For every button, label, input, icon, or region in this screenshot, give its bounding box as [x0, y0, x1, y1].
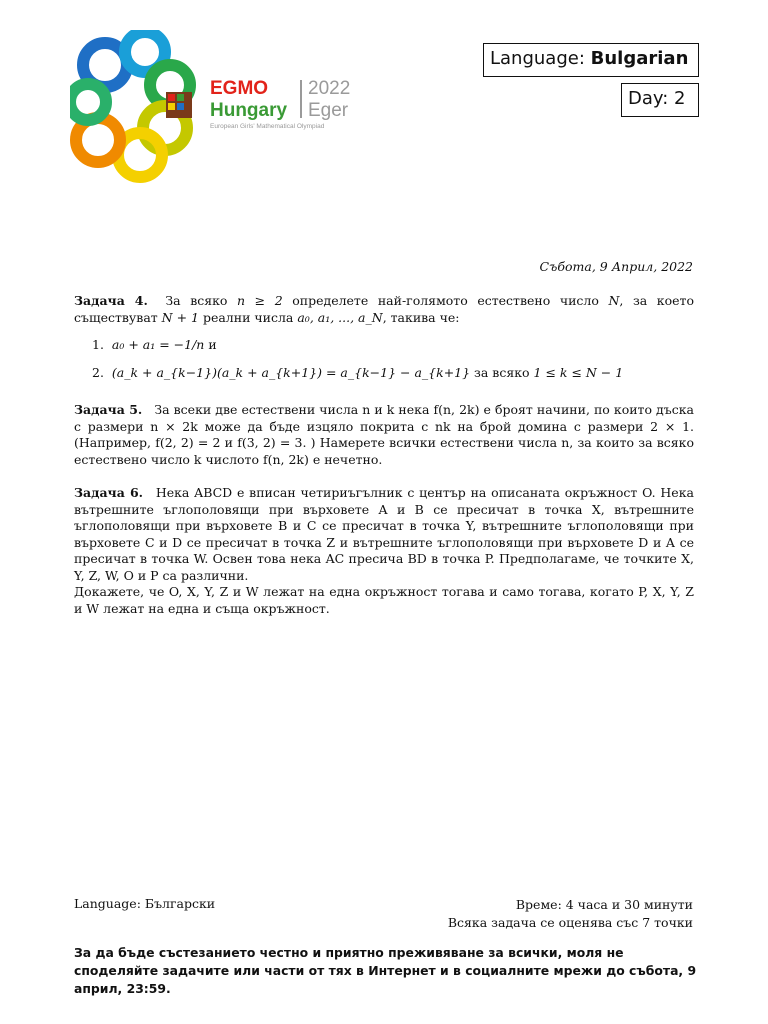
- item-math: a₀ + a₁ = −1/n: [111, 337, 205, 352]
- egmo-logo: [70, 30, 370, 190]
- item-math: (a_k + a_{k−1})(a_k + a_{k+1}) = a_{k−1} − a_{k+1}: [111, 364, 471, 380]
- problem-4-math: N + 1: [161, 309, 199, 325]
- problem-6: [74, 485, 694, 617]
- problem-4-text: , такива че:: [382, 309, 460, 325]
- item-text: за всяко: [470, 364, 534, 380]
- footer-time-info: [448, 896, 693, 932]
- language-value: Bulgarian: [590, 48, 689, 69]
- problem-6-question: Докажете, че O, X, Y, Z и W лежат на една окръжност тогава и само тогава, когато P, X, Y, Z и W лежат на една и съща окръжност.: [74, 584, 694, 616]
- item-text: и: [204, 337, 217, 352]
- footer-language: Language: Български: [74, 896, 216, 911]
- day-label: Day:: [628, 88, 669, 109]
- problem-4-text: , за което съществуват: [74, 293, 694, 325]
- logo-city-text: Eger: [308, 100, 349, 121]
- logo-divider: [300, 80, 302, 118]
- item-math: 1 ≤ k ≤ N − 1: [533, 364, 624, 380]
- problem-4-text: реални числа: [198, 309, 298, 325]
- day-value: 2: [674, 88, 686, 109]
- footer-time: Време: 4 часа и 30 минути: [515, 897, 693, 912]
- problem-5-title: Задача 5.: [74, 402, 143, 417]
- problem-4-math: a₀, a₁, ..., a_N: [297, 309, 383, 325]
- logo-subtitle: European Girls' Mathematical Olympiad: [210, 123, 325, 130]
- logo-hungary-text: Hungary: [210, 100, 288, 121]
- language-label: Language:: [490, 48, 585, 69]
- problem-4-math: N: [608, 293, 620, 308]
- problem-6-text: Нека ABCD е вписан четириъгълник с център на описаната окръжност O. Нека вътрешните ъглополовящи при върховете A и B се пресичат в точка X, вътрешните ъглополовящи при върховете B и C се пресичат в точка Y, вътрешните ъглополовящи при върховете C и D се пресичат в точка Z и вътрешните ъглополовящи при върховете D и A се пресичат в точка W. Освен това нека AC пресича BD в точка P. Предполагаме, че точките X, Y, Z, W, O и P са различни.: [74, 485, 694, 583]
- problem-4-text: определете най-голямото естествено число: [282, 293, 609, 308]
- problem-4-text: За всяко: [165, 293, 238, 308]
- fairness-notice: За да бъде състезанието честно и приятно преживяване за всички, моля не споделяйте задачите или части от тях в Интернет и в социалните мрежи до събота, 9 април, 23:59.: [74, 945, 697, 996]
- problem-5-text: За всеки две естествени числа n и k нека f(n, 2k) е броят начини, по които дъска с размери n × 2k може да бъде изцяло покрита с nk на брой домина с размери 2 × 1. (Например, f(2, 2) = 2 и f(3, 2) = 3. ) Намерете всички естествени числа n, за които за всяко естествено число k числото f(n, 2k) е нечетно.: [74, 402, 694, 467]
- problem-5: [74, 402, 694, 468]
- problem-4-title: Задача 4.: [74, 293, 148, 308]
- problem-4-item-1: [92, 337, 694, 354]
- problem-6-statement: [74, 485, 694, 584]
- item-number: 2.: [92, 364, 104, 380]
- problem-4: [74, 293, 694, 381]
- problem-4-item-2: [92, 365, 694, 382]
- logo-year-text: 2022: [308, 78, 351, 99]
- day-box: [621, 83, 699, 117]
- problem-6-title: Задача 6.: [74, 485, 144, 500]
- item-number: 1.: [92, 337, 104, 352]
- footer-points: Всяка задача се оценява със 7 точки: [447, 915, 693, 930]
- exam-date: Събота, 9 Април, 2022: [539, 259, 693, 274]
- problem-4-math: n ≥ 2: [237, 293, 283, 308]
- language-box: [483, 43, 699, 77]
- logo-egmo-text: EGMO: [210, 78, 269, 99]
- problem-4-statement: [74, 293, 694, 326]
